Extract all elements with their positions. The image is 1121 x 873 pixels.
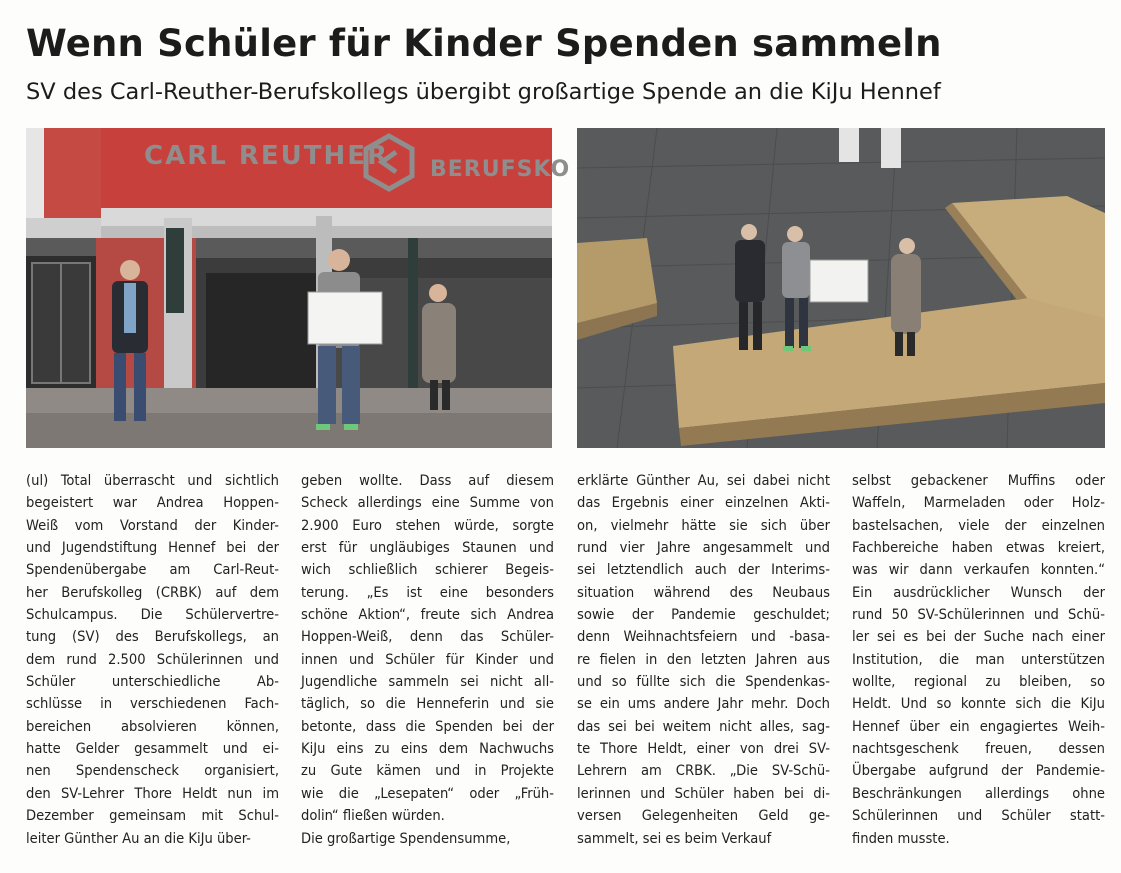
text-line: Lehrern am CRBK. „Die SV-Schü-: [577, 762, 830, 780]
article-subtitle: SV des Carl-Reuther-Berufskollegs übergibt großartige Spende an die KiJu Hennef: [26, 79, 941, 105]
text-line: den SV-Lehrer Thore Heldt nun im: [26, 784, 279, 802]
text-line: innen und Schüler für Kinder und: [301, 650, 554, 668]
courtyard-photo: [577, 128, 1105, 448]
article-column-3: [577, 470, 830, 850]
text-line: bastelsachen, viele der einzelnen: [852, 516, 1105, 534]
article-column-2: [301, 470, 554, 850]
text-line: re fielen in den letzten Jahren aus: [577, 650, 830, 668]
text-line: nachtsgeschenk freuen, dessen: [852, 740, 1105, 758]
donation-check: [810, 260, 868, 302]
text-line: Die großartige Spendensumme,: [301, 829, 511, 847]
text-line: Schülerinnen und Schüler statt-: [852, 807, 1105, 825]
text-line: sei letztendlich auch der Interims-: [577, 561, 830, 579]
text-line: Spendenübergabe am Carl-Reut-: [26, 561, 279, 579]
text-line: geben wollte. Dass auf diesem: [301, 472, 554, 489]
text-line: und so füllte sich die Spendenkas-: [577, 673, 830, 691]
text-line: nen Spendenscheck organisiert,: [26, 762, 279, 780]
text-line: sammelt, sei es beim Verkauf: [577, 829, 772, 847]
text-line: Institution, die man unterstützen: [852, 650, 1105, 668]
text-line: dem rund 2.500 Schülerinnen und: [26, 650, 279, 668]
text-line: wich schließlich schierer Begeis-: [301, 561, 554, 579]
text-line: on, vielmehr hätte sie sich über: [577, 516, 830, 534]
text-line: finden musste.: [852, 829, 950, 847]
text-line: das sei bei weitem nicht alles, sag-: [577, 717, 830, 735]
article-title: Wenn Schüler für Kinder Spenden sammeln: [26, 22, 942, 65]
text-line: her Berufskolleg (CRBK) auf dem: [26, 583, 279, 601]
text-line: Scheck allerdings eine Summe von: [301, 494, 554, 512]
text-line: selbst gebackener Muffins oder: [852, 472, 1105, 489]
text-line: erst für ungläubiges Staunen und: [301, 539, 554, 557]
text-line: versen Gelegenheiten Geld ge-: [577, 807, 830, 825]
article-column-1: [26, 470, 279, 850]
school-entrance-photo: [26, 128, 571, 448]
text-line: betonte, dass die Spenden bei der: [301, 717, 554, 735]
text-line: denn Weihnachtsfeiern und -basa-: [577, 628, 830, 646]
text-line: zu Gute kämen und in Projekte: [301, 762, 554, 780]
text-line: schöne Aktion“, freute sich Andrea: [301, 606, 554, 624]
text-line: Übergabe aufgrund der Pandemie-: [852, 762, 1105, 780]
text-line: Schüler unterschiedliche Ab-: [26, 673, 279, 691]
text-line: täglich, so die Henneferin und sie: [301, 695, 554, 713]
text-line: Hoppen-Weiß, denn das Schüler-: [301, 628, 554, 646]
text-line: Hennef über ein engagiertes Weih-: [852, 717, 1105, 735]
building-sign-text: CARL REUTHER: [144, 141, 390, 171]
text-line: dolin“ fließen würden.: [301, 807, 445, 825]
text-line: terung. „Es ist eine besonders: [301, 583, 554, 601]
text-line: tung (SV) des Berufskollegs, an: [26, 628, 279, 646]
text-line: Dezember gemeinsam mit Schul-: [26, 807, 279, 825]
text-line: begeistert war Andrea Hoppen-: [26, 494, 279, 512]
article-column-4: [852, 470, 1105, 850]
text-line: rund vier Jahre angesammelt und: [577, 539, 830, 557]
text-line: das Ergebnis einer einzelnen Akti-: [577, 494, 830, 512]
text-line: Fachbereiche haben etwas kreiert,: [852, 539, 1105, 557]
text-line: und Jugendstiftung Hennef bei der: [26, 539, 279, 557]
text-line: wollte, regional zu bleiben, so: [852, 673, 1105, 691]
text-line: te Thore Heldt, einer von drei SV-: [577, 740, 830, 758]
text-line: ler sei es bei der Suche nach einer: [852, 628, 1105, 646]
text-line: KiJu eins zu eins dem Nachwuchs: [301, 740, 554, 758]
building-sign-text-2: BERUFSKO: [430, 157, 571, 182]
text-line: hatte Gelder gesammelt und ei-: [26, 740, 279, 758]
text-line: Beschränkungen allerdings ohne: [852, 784, 1105, 802]
text-line: schlüsse in verschiedenen Fach-: [26, 695, 279, 713]
text-line: 2.900 Euro stehen würde, sorgte: [301, 516, 554, 534]
text-line: Weiß vom Vorstand der Kinder-: [26, 516, 279, 534]
text-line: erklärte Günther Au, sei dabei nicht: [577, 472, 830, 489]
text-line: was wir dann verkaufen konnten.“: [852, 561, 1105, 579]
text-line: Schulcampus. Die Schülervertre-: [26, 606, 279, 624]
text-line: Heldt. Und so konnte sich die KiJu: [852, 695, 1105, 713]
text-line: situation während des Neubaus: [577, 583, 830, 601]
text-line: lerinnen und Schüler haben bei di-: [577, 784, 830, 802]
text-line: Waffeln, Marmeladen oder Holz-: [852, 494, 1105, 512]
text-line: se ein ums andere Jahr mehr. Doch: [577, 695, 830, 713]
text-line: leiter Günther Au an die KiJu über-: [26, 829, 251, 847]
text-line: bereichen absolvieren können,: [26, 717, 279, 735]
donation-check: [308, 292, 382, 344]
text-line: wie die „Lesepaten“ oder „Früh-: [301, 784, 554, 802]
text-line: sowie der Pandemie geschuldet;: [577, 606, 830, 624]
text-line: Ein ausdrücklicher Wunsch der: [852, 583, 1105, 601]
text-line: (ul) Total überrascht und sichtlich: [26, 472, 279, 489]
text-line: Jugendliche sammeln sei nicht all-: [301, 673, 554, 691]
text-line: rund 50 SV-Schülerinnen und Schü-: [852, 606, 1105, 624]
